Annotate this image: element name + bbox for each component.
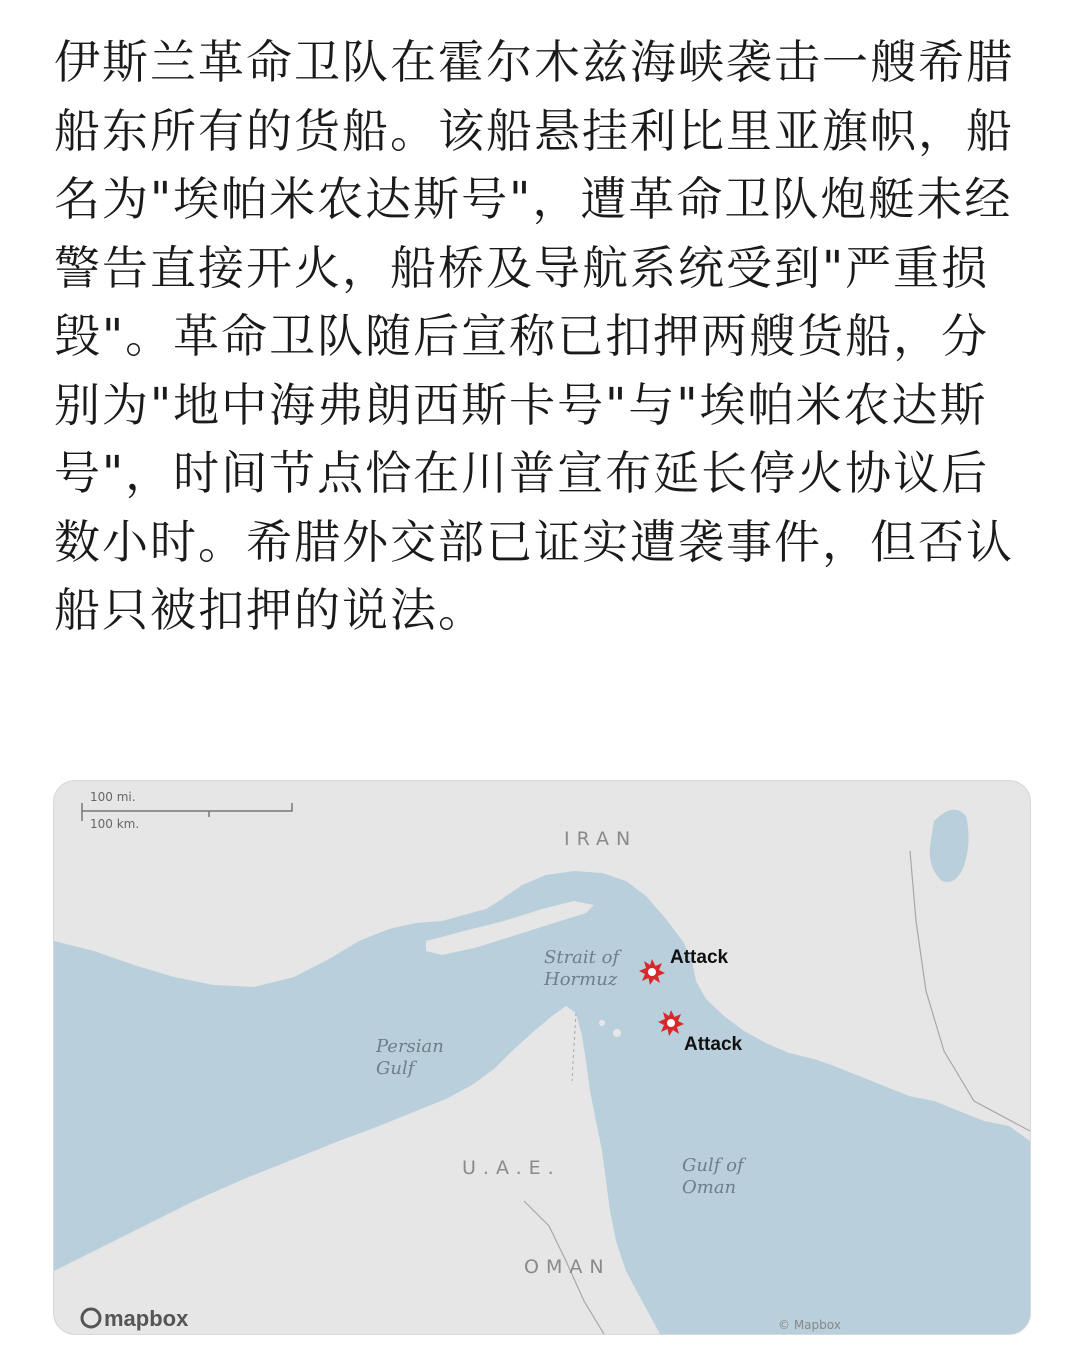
label-gulf-of-oman-line2: Oman — [682, 1177, 737, 1198]
mapbox-logo-text: mapbox — [104, 1306, 189, 1331]
label-gulf-of-oman-line1: Gulf of — [682, 1155, 744, 1176]
article-body — [54, 28, 1034, 645]
map-canvas — [54, 781, 1030, 1334]
label-uae: U.A.E. — [462, 1157, 561, 1179]
label-oman: OMAN — [524, 1256, 611, 1278]
map-attribution[interactable]: © Mapbox — [778, 1318, 841, 1332]
article-text: 伊斯兰革命卫队在霍尔木兹海峡袭击一艘希腊船东所有的货船。该船悬挂利比里亚旗帜，船名为"埃帕米农达斯号"，遭革命卫队炮艇未经警告直接开火，船桥及导航系统受到"严重损毁"。革命卫队随后宣称已扣押两艘货船，分别为"地中海弗朗西斯卡号"与"埃帕米农达斯号"，时间节点恰在川普宣布延长停火协议后数小时。希腊外交部已证实遭袭事件，但否认船只被扣押的说法。 — [54, 35, 1014, 637]
label-strait-line2: Hormuz — [544, 969, 618, 990]
map-card[interactable] — [53, 780, 1031, 1335]
label-persian-gulf-line2: Gulf — [376, 1058, 415, 1079]
attack-label-2: Attack — [684, 1034, 743, 1055]
label-iran: IRAN — [564, 828, 638, 850]
label-strait-line1: Strait of — [544, 947, 620, 968]
scale-miles-label: 100 mi. — [90, 790, 136, 804]
scale-km-label: 100 km. — [90, 817, 140, 831]
label-persian-gulf-line1: Persian — [376, 1036, 444, 1057]
attack-label-1: Attack — [670, 947, 729, 968]
